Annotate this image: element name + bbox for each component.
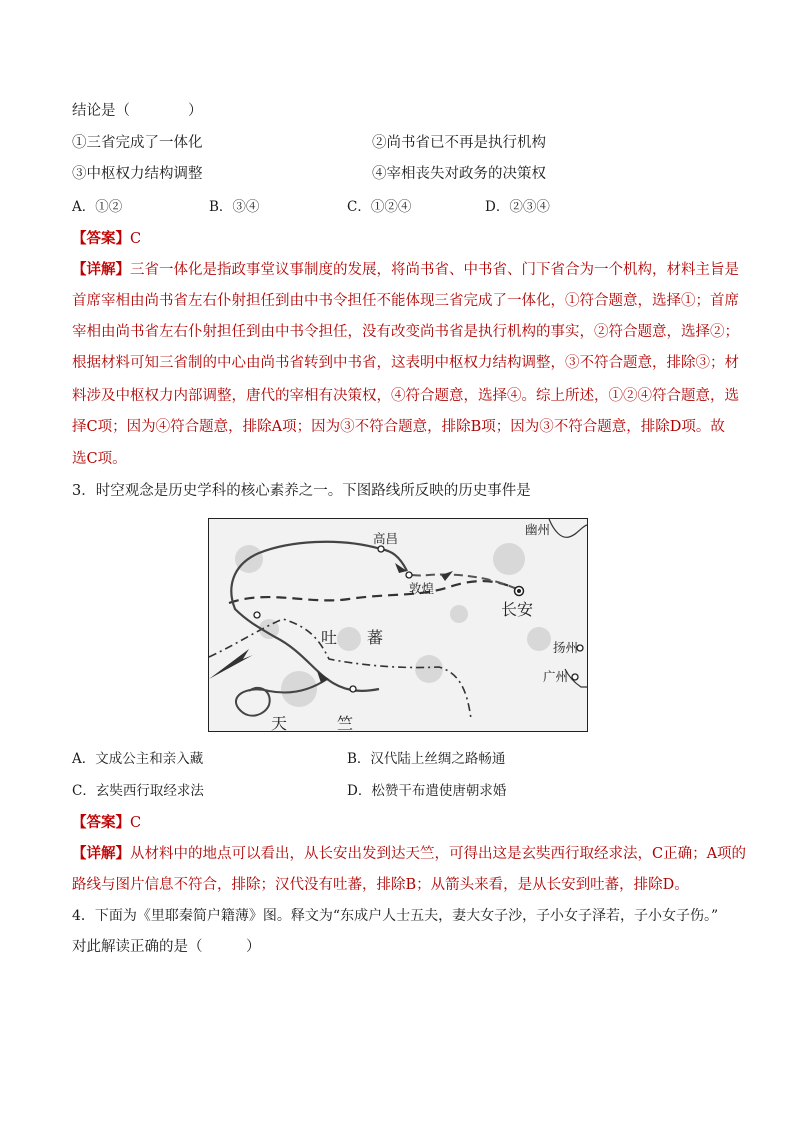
- q3-detail-tag: 【详解】: [72, 845, 130, 862]
- q3-answer-value: C: [130, 815, 142, 831]
- map-label-youzhou: 幽州: [525, 522, 551, 537]
- q2-option-c: C．①②④: [347, 199, 412, 215]
- map-label-yangzhou: 扬州: [553, 640, 579, 655]
- q2-detail-line-6: 择C项；因为④符合题意，排除A项；因为③不符合题意，排除B项；因为③不符合题意，排除D项。故: [72, 419, 725, 435]
- map-label-zhu: 竺: [337, 714, 354, 732]
- q2-statement-3: ③中枢权力结构调整: [72, 166, 203, 182]
- q3-detail-line-1: 【详解】从材料中的地点可以看出，从长安出发到达天竺，可得出这是玄奘西行取经求法，C正确；A项的: [72, 845, 747, 862]
- q2-detail-line-2: 首席宰相由尚书省左右仆射担任到由中书令担任不能体现三省完成了一体化，①符合题意，选择①；首席: [72, 293, 739, 309]
- q2-option-a: A．①②: [72, 199, 123, 215]
- q2-answer-value: C: [130, 231, 142, 247]
- q3-stem: 3．时空观念是历史学科的核心素养之一。下图路线所反映的历史事件是: [72, 483, 531, 499]
- q2-answer-tag: 【答案】: [72, 230, 130, 247]
- q3-answer-tag: 【答案】: [72, 814, 130, 831]
- q3-option-d: D．松赞干布遣使唐朝求婚: [347, 783, 507, 799]
- q3-answer: [72, 812, 141, 834]
- border-line-north: [229, 581, 517, 603]
- arrow-head-2: [441, 571, 453, 581]
- city-marker-guangzhou: [572, 674, 578, 680]
- q2-statement-4: ④宰相丧失对政务的决策权: [372, 166, 546, 182]
- q3-option-a: A．文成公主和亲入藏: [72, 751, 204, 767]
- map-label-changan: 长安: [501, 600, 534, 619]
- q2-option-d: D．②③④: [485, 199, 550, 215]
- q2-statement-2: ②尚书省已不再是执行机构: [372, 135, 546, 151]
- q3-option-b: B．汉代陆上丝绸之路畅通: [347, 751, 506, 767]
- route-map-graphic: [209, 519, 587, 731]
- city-marker-dunhuang: [406, 572, 412, 578]
- map-label-bo: 蕃: [367, 628, 384, 647]
- coastline-north: [549, 519, 587, 537]
- q2-conclusion-prompt: 结论是（ ）: [72, 103, 203, 119]
- q2-detail-tag: 【详解】: [72, 261, 130, 278]
- q2-detail-line-5: 料涉及中枢权力内部调整，唐代的宰相有决策权，④符合题意，选择④。综上所述，①②④符合题意，选: [72, 388, 739, 404]
- map-label-tu: 吐: [321, 628, 338, 647]
- q2-detail-line-3: 宰相由尚书省左右仆射担任到由中书令担任，没有改变尚书省是执行机构的事实，②符合题意，选择②；: [72, 324, 739, 340]
- q2-option-b: B．③④: [209, 199, 260, 215]
- q4-stem-line-2: 对此解读正确的是（ ）: [72, 939, 261, 955]
- arrow-head-4: [317, 671, 329, 683]
- route-map-figure: [208, 518, 588, 732]
- q2-detail-line-7: 选C项。: [72, 451, 127, 467]
- city-marker-india: [350, 686, 356, 692]
- city-marker-changan-inner: [517, 589, 521, 593]
- q3-detail-line-2: 路线与图片信息不符合，排除；汉代没有吐蕃，排除B；从箭头来看，是从长安到吐蕃，排除D。: [72, 877, 689, 893]
- q2-detail-line-1: 【详解】三省一体化是指政事堂议事制度的发展，将尚书省、中书省、门下省合为一个机构，材料主旨是: [72, 261, 739, 278]
- q2-answer: [72, 228, 141, 250]
- map-label-gaochang: 高昌: [373, 531, 399, 546]
- q3-option-c: C．玄奘西行取经求法: [72, 783, 204, 799]
- city-marker-west: [254, 612, 260, 618]
- map-label-dunhuang: 敦煌: [409, 581, 435, 596]
- q4-stem-line-1: 4．下面为《里耶秦简户籍薄》图。释文为“东成户人士五夫，妻大女子沙，子小女子泽若，子小女子伤。”: [72, 908, 719, 924]
- q2-statement-1: ①三省完成了一体化: [72, 135, 203, 151]
- map-label-tian: 天: [271, 714, 288, 732]
- terrain-texture: [235, 543, 551, 707]
- q2-detail-line-4: 根据材料可知三省制的中心由尚书省转到中书省，这表明中枢权力结构调整，③不符合题意，排除③；材: [72, 355, 739, 371]
- map-label-guangzhou: 广州: [543, 669, 569, 684]
